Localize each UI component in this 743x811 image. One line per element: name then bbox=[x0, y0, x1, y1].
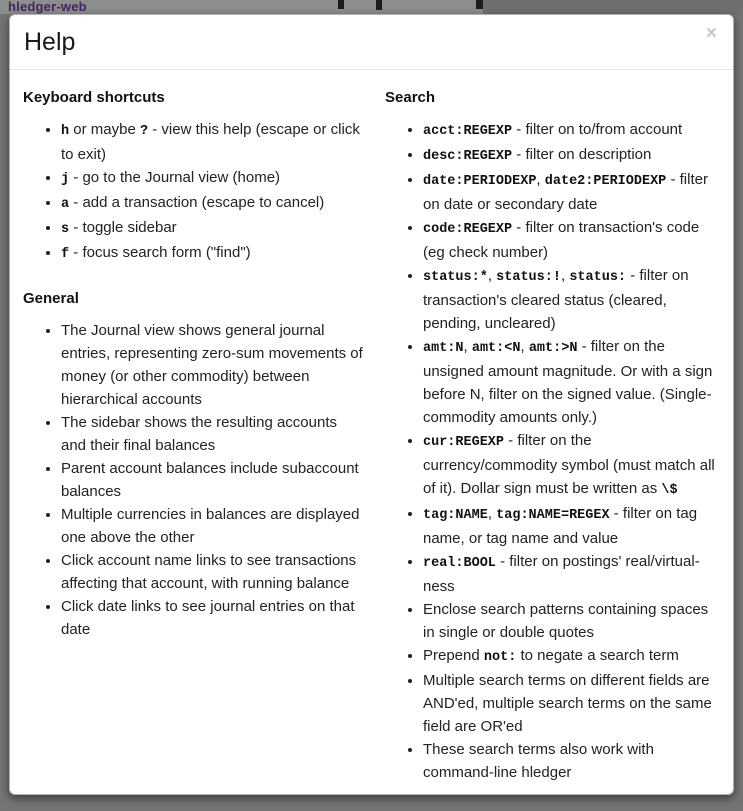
help-list-item: • The sidebar shows the resulting accounts and their final balances bbox=[61, 411, 363, 457]
help-list-item: • tag:NAME, tag:NAME=REGEX - filter on tag name, or tag name and value bbox=[423, 502, 720, 550]
code-term: not: bbox=[483, 650, 517, 665]
code-term: code:REGEXP bbox=[423, 222, 513, 237]
modal-title: Help bbox=[24, 28, 76, 56]
help-list-item: • real:BOOL - filter on postings' real/virtual-ness bbox=[423, 550, 720, 598]
section-heading: Keyboard shortcuts bbox=[23, 89, 165, 106]
code-term: a bbox=[61, 197, 70, 212]
page-heading-fragment bbox=[338, 0, 344, 9]
help-list-item: • f - focus search form ("find") bbox=[61, 241, 363, 266]
help-list-item: • code:REGEXP - filter on transaction's code (eg check number) bbox=[423, 216, 720, 264]
dimmed-page-top bbox=[0, 0, 743, 14]
help-list-item: • Prepend not: to negate a search term bbox=[423, 644, 720, 669]
help-list-item: • h or maybe ? - view this help (escape or click to exit) bbox=[61, 118, 363, 166]
code-term: tag:NAME=REGEX bbox=[496, 508, 610, 523]
help-column-right bbox=[385, 89, 720, 784]
help-list-item: • cur:REGEXP - filter on the currency/commodity symbol (must match all of it). Dollar sign must be written as \$ bbox=[423, 429, 720, 502]
code-term: cur:REGEXP bbox=[423, 435, 505, 450]
help-list-item: • Click date links to see journal entries on that date bbox=[61, 595, 363, 641]
code-term: status:* bbox=[423, 270, 488, 285]
help-list bbox=[23, 319, 363, 641]
code-term: h bbox=[61, 124, 70, 139]
code-term: desc:REGEXP bbox=[423, 149, 513, 164]
modal-header bbox=[10, 15, 733, 70]
help-list-item: • Multiple currencies in balances are displayed one above the other bbox=[61, 503, 363, 549]
brand-link-hledger-web: hledger-web bbox=[8, 0, 87, 14]
code-term: j bbox=[61, 172, 70, 187]
help-list-item: • The Journal view shows general journal entries, representing zero-sum movements of money (or other commodity) between hierarchical accounts bbox=[61, 319, 363, 411]
code-term: real:BOOL bbox=[423, 556, 496, 571]
code-term: acct:REGEXP bbox=[423, 124, 513, 139]
help-modal bbox=[9, 14, 734, 795]
page-heading-fragment bbox=[476, 0, 483, 9]
section-heading: General bbox=[23, 290, 79, 307]
modal-body bbox=[10, 70, 733, 795]
page-heading-fragment bbox=[376, 0, 382, 10]
help-list-item: • Click account name links to see transactions affecting that account, with running balance bbox=[61, 549, 363, 595]
code-term: date2:PERIODEXP bbox=[544, 174, 667, 189]
help-list-item: • Parent account balances include subaccount balances bbox=[61, 457, 363, 503]
code-term: status:! bbox=[496, 270, 561, 285]
help-list-item: • status:*, status:!, status: - filter on transaction's cleared status (cleared, pending, uncleared) bbox=[423, 264, 720, 335]
help-list-item: • s - toggle sidebar bbox=[61, 216, 363, 241]
help-list bbox=[385, 118, 720, 784]
help-list-item: • date:PERIODEXP, date2:PERIODEXP - filter on date or secondary date bbox=[423, 168, 720, 216]
code-term: amt:>N bbox=[528, 341, 578, 356]
code-term: tag:NAME bbox=[423, 508, 488, 523]
code-term: s bbox=[61, 222, 70, 237]
code-term: status: bbox=[569, 270, 627, 285]
help-list-item: • acct:REGEXP - filter on to/from account bbox=[423, 118, 720, 143]
section-heading: Search bbox=[385, 89, 436, 106]
help-list-item: • These search terms also work with command-line hledger bbox=[423, 738, 720, 784]
help-list-item: • a - add a transaction (escape to cancel) bbox=[61, 191, 363, 216]
help-list-item: • Enclose search patterns containing spaces in single or double quotes bbox=[423, 598, 720, 644]
help-list-item: • amt:N, amt:<N, amt:>N - filter on the unsigned amount magnitude. Or with a sign before N, filter on the signed value. (Single-commodity amounts only.) bbox=[423, 335, 720, 429]
code-term: amt:<N bbox=[471, 341, 521, 356]
code-term: date:PERIODEXP bbox=[423, 174, 537, 189]
help-list bbox=[23, 118, 363, 266]
help-list-item: • Multiple search terms on different fields are AND'ed, multiple search terms on the same field are OR'ed bbox=[423, 669, 720, 738]
code-term: amt:N bbox=[423, 341, 464, 356]
help-column-left bbox=[23, 89, 363, 784]
code-term: \$ bbox=[661, 483, 678, 498]
help-list-item: • j - go to the Journal view (home) bbox=[61, 166, 363, 191]
code-term: f bbox=[61, 247, 70, 262]
close-icon[interactable]: × bbox=[705, 23, 717, 44]
help-list-item: • desc:REGEXP - filter on description bbox=[423, 143, 720, 168]
code-term: ? bbox=[139, 124, 149, 139]
